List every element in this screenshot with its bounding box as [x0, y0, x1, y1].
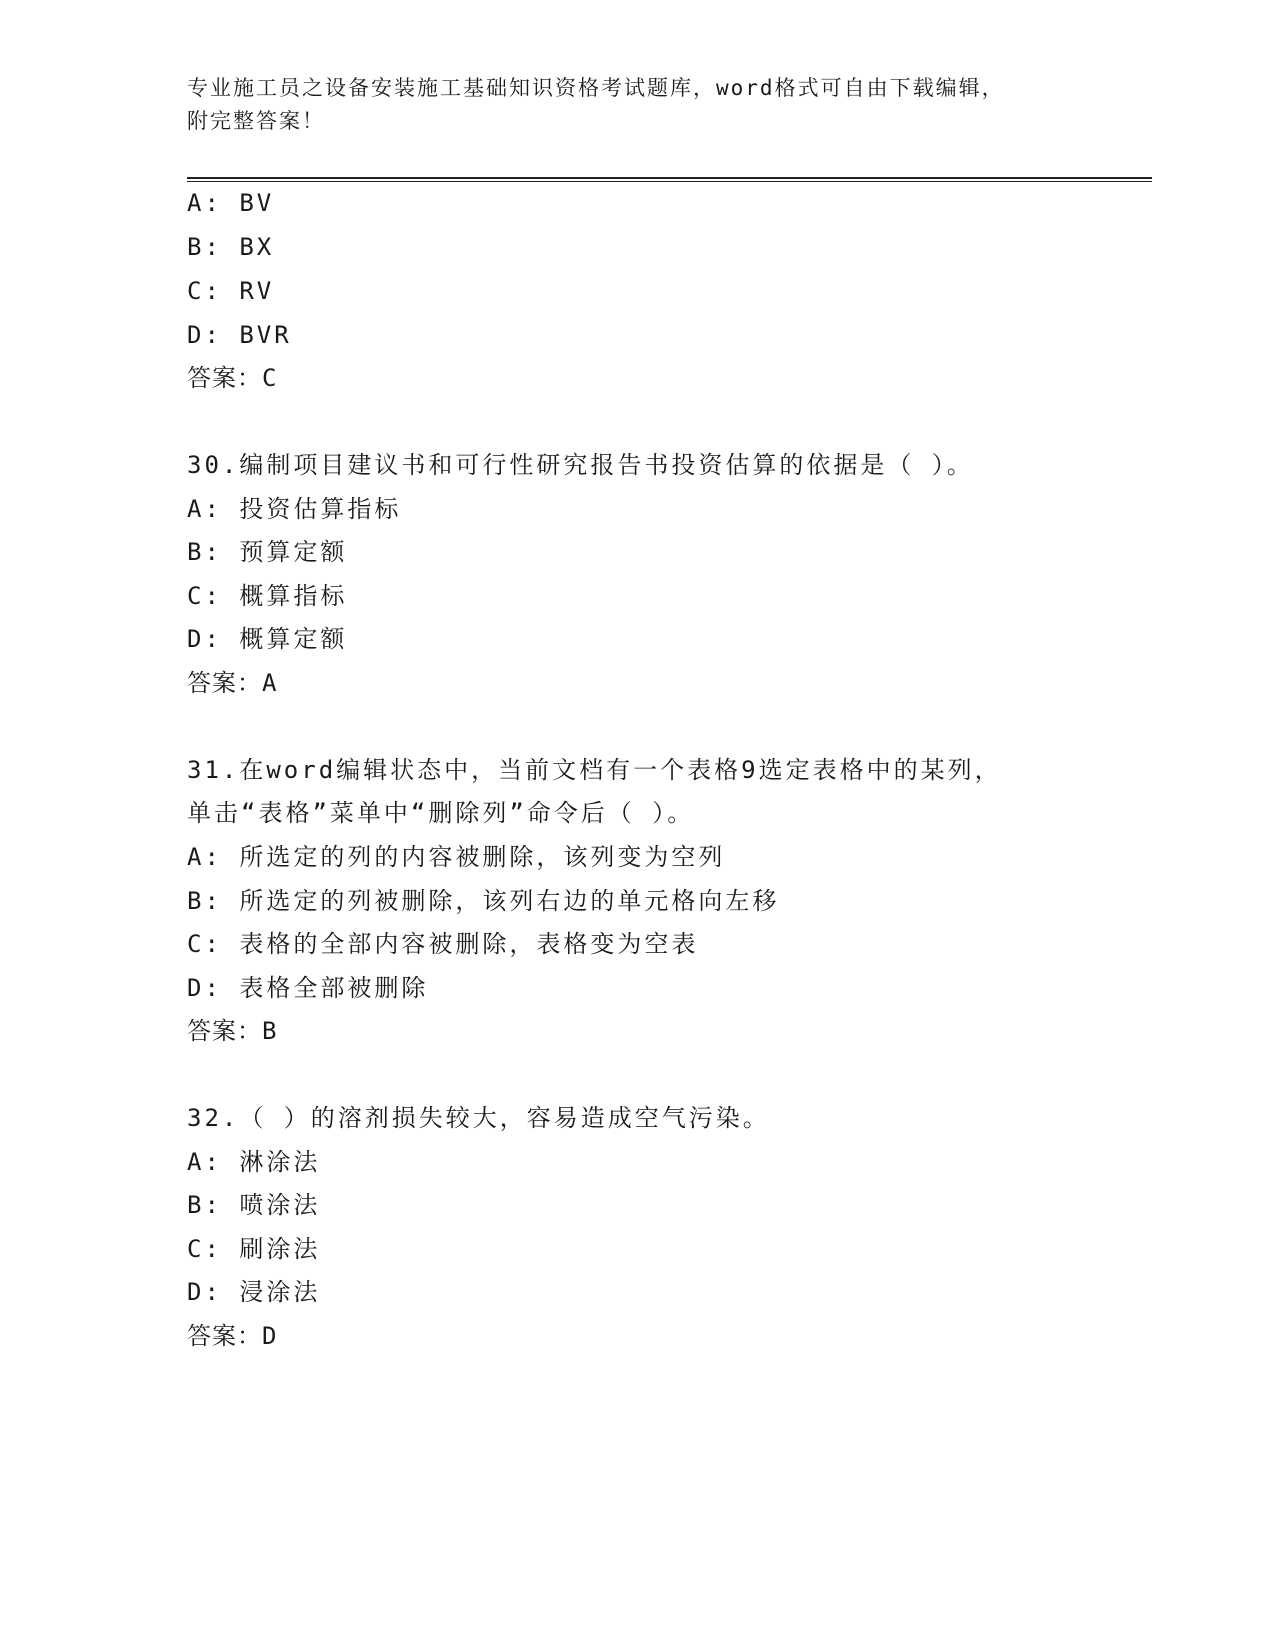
q31-question-line-2: 单击“表格”菜单中“删除列”命令后（ ）。 — [187, 799, 695, 827]
q31-answer: 答案：B — [187, 1017, 278, 1045]
document-header — [187, 72, 1087, 138]
q30-option-c: C: 概算指标 — [187, 582, 348, 610]
q32-option-a: A: 淋涂法 — [187, 1148, 321, 1176]
q32-option-c: C: 刷涂法 — [187, 1235, 321, 1263]
q32-option-b: B: 喷涂法 — [187, 1191, 321, 1219]
q31-option-a: A: 所选定的列的内容被删除，该列变为空列 — [187, 843, 726, 871]
q32-option-d: D: 浸涂法 — [187, 1278, 321, 1306]
q30-option-d: D: 概算定额 — [187, 625, 348, 653]
q30-answer: 答案：A — [187, 669, 278, 697]
q31-option-c: C: 表格的全部内容被删除，表格变为空表 — [187, 930, 699, 958]
q31-option-d: D: 表格全部被删除 — [187, 974, 429, 1002]
q29-option-c: C: RV — [187, 277, 275, 305]
header-line-1: 专业施工员之设备安装施工基础知识资格考试题库，word格式可自由下载编辑， — [187, 76, 1005, 100]
header-line-2: 附完整答案！ — [187, 109, 325, 133]
q29-option-a: A: BV — [187, 189, 275, 217]
header-divider — [187, 177, 1152, 182]
q31-option-b: B: 所选定的列被删除，该列右边的单元格向左移 — [187, 887, 780, 915]
q29-option-d: D: BVR — [187, 321, 292, 349]
q32-question: 32.（ ）的溶剂损失较大，容易造成空气污染。 — [187, 1104, 770, 1132]
q32-answer: 答案：D — [187, 1322, 278, 1350]
q31-question-line-1: 31.在word编辑状态中，当前文档有一个表格9选定表格中的某列， — [187, 756, 1002, 784]
q30-option-a: A: 投资估算指标 — [187, 495, 402, 523]
q29-answer: 答案：C — [187, 364, 278, 392]
q30-question: 30.编制项目建议书和可行性研究报告书投资估算的依据是（ ）。 — [187, 451, 974, 479]
q29-option-b: B: BX — [187, 233, 275, 261]
q30-option-b: B: 预算定额 — [187, 538, 348, 566]
